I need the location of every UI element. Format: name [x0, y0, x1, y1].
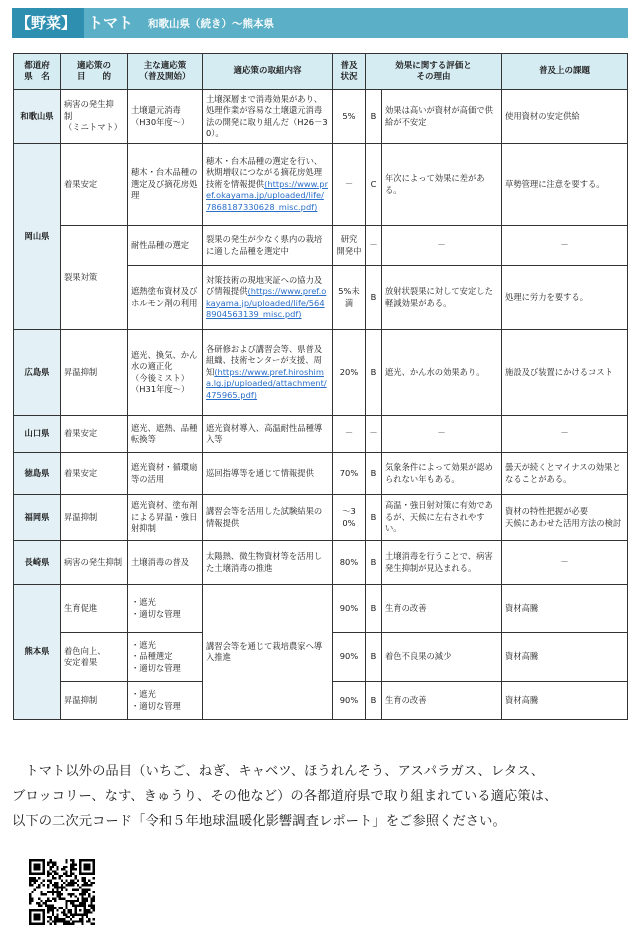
measure-cell: 遮光、換気、かん水の適正化 （今後ミスト） （H31年度～） [128, 330, 203, 416]
grade-cell: B [366, 453, 382, 495]
reason-cell: － [382, 226, 502, 266]
issue-cell: 資材高騰 [502, 682, 628, 720]
section-header [0, 8, 640, 38]
table-row [14, 585, 628, 633]
reference-link[interactable]: (https://www.pref.okayama.jp/uploaded/life/7868187330628_misc.pdf) [206, 178, 328, 212]
effort-cell: 太陽熱、微生物資材等を活用した土壌消毒の推進 [203, 541, 333, 585]
grade-cell: B [366, 90, 382, 144]
table-row [14, 541, 628, 585]
spread-cell: 研究 開発中 [333, 226, 366, 266]
effort-cell: 講習会等を通じて栽培農家へ導入推進 [203, 585, 333, 720]
col-effort: 適応策の取組内容 [203, 54, 333, 90]
pref-cell: 長崎県 [14, 541, 61, 585]
grade-cell: B [366, 585, 382, 633]
issue-cell: 曇天が続くとマイナスの効果となることがある。 [502, 453, 628, 495]
reason-cell: 放射状裂果に対して安定した軽減効果がある。 [382, 266, 502, 330]
pref-cell: 徳島県 [14, 453, 61, 495]
paragraph-line: 以下の二次元コード「令和５年地球温暖化影響調査レポート」をご参照ください。 [12, 814, 506, 829]
issue-cell: － [502, 541, 628, 585]
effort-cell: 巡回指導等を通じて情報提供 [203, 453, 333, 495]
issue-cell: 資材高騰 [502, 633, 628, 682]
grade-cell: － [366, 226, 382, 266]
reason-cell: 着色不良果の減少 [382, 633, 502, 682]
grade-cell: B [366, 330, 382, 416]
header-crop: トマト [88, 14, 134, 32]
measure-cell: 遮熱塗布資材及びホルモン剤の利用 [128, 266, 203, 330]
effort-text: 穂木・台木品種の選定を行い、秋期増収につながる摘花房処理技術を情報提供 [206, 155, 323, 189]
paragraph-line: ブロッコリー、なす、きゅうり、その他など）の各都道府県で取り組まれている適応策は、 [12, 789, 558, 804]
effort-text: 各研修および講習会等、県普及組織、技術センターが支援、周知 [206, 343, 323, 377]
issue-cell: 資材の特性把握が必要 天候にあわせた活用方法の検討 [502, 495, 628, 541]
purpose-cell: 病害の発生抑制 [61, 541, 128, 585]
reason-cell: 効果は高いが資材が高価で供給が不安定 [382, 90, 502, 144]
grade-cell: B [366, 682, 382, 720]
col-measure: 主な適応策 （普及開始） [128, 54, 203, 90]
spread-cell: － [333, 416, 366, 453]
reference-paragraph [12, 759, 632, 834]
effort-cell [203, 330, 333, 416]
issue-cell: 使用資材の安定供給 [502, 90, 628, 144]
grade-cell: B [366, 495, 382, 541]
measure-cell: 土壌消毒の普及 [128, 541, 203, 585]
reason-cell: 高温・強日射対策に有効であるが、天候に左右されやすい。 [382, 495, 502, 541]
issue-cell: 草勢管理に注意を要する。 [502, 144, 628, 226]
table-row [14, 226, 628, 266]
grade-cell: B [366, 633, 382, 682]
col-eval: 効果に関する評価と その理由 [366, 54, 502, 90]
reason-cell: 生育の改善 [382, 682, 502, 720]
adaptation-table [13, 53, 628, 720]
pref-cell: 熊本県 [14, 585, 61, 720]
qr-code-icon[interactable] [29, 859, 95, 925]
measure-cell: 土壌還元消毒 （H30年度～） [128, 90, 203, 144]
spread-cell: 90% [333, 682, 366, 720]
purpose-cell: 着果安定 [61, 416, 128, 453]
issue-cell: － [502, 416, 628, 453]
reason-cell: 生育の改善 [382, 585, 502, 633]
reason-cell: 気象条件によって効果が認められない年もある。 [382, 453, 502, 495]
issue-cell: 処理に労力を要する。 [502, 266, 628, 330]
effort-cell: 土壌深層まで消毒効果があり、処理作業が容易な土壌還元消毒法の開発に取り組んだ（H26－30）。 [203, 90, 333, 144]
purpose-cell: 着果安定 [61, 144, 128, 226]
effort-cell [203, 266, 333, 330]
spread-cell: ～30% [333, 495, 366, 541]
effort-cell [203, 144, 333, 226]
table-row [14, 495, 628, 541]
measure-cell: ・遮光 ・適切な管理 [128, 682, 203, 720]
pref-cell: 福岡県 [14, 495, 61, 541]
reason-cell: 土壌消毒を行うことで、病害発生抑制が見込まれる。 [382, 541, 502, 585]
issue-cell: 施設及び装置にかけるコスト [502, 330, 628, 416]
purpose-cell: 着色向上、 安定着果 [61, 633, 128, 682]
purpose-cell: 病害の発生抑 制 （ミニトマト） [61, 90, 128, 144]
paragraph-line: トマト以外の品目（いちご、ねぎ、キャベツ、ほうれんそう、アスパラガス、レタス、 [12, 764, 545, 779]
reference-link[interactable]: (https://www.pref.okayama.jp/uploaded/life/5648904563139_misc.pdf) [206, 286, 327, 319]
table-row [14, 330, 628, 416]
reason-cell: － [382, 416, 502, 453]
grade-cell: B [366, 541, 382, 585]
table-row [14, 453, 628, 495]
table-row [14, 144, 628, 226]
spread-cell: 90% [333, 633, 366, 682]
spread-cell: 5%未満 [333, 266, 366, 330]
measure-cell: 遮光、遮熱、品種転換等 [128, 416, 203, 453]
purpose-cell: 昇温抑制 [61, 330, 128, 416]
measure-cell: 穂木・台木品種の選定及び摘花房処理 [128, 144, 203, 226]
issue-cell: 資材高騰 [502, 585, 628, 633]
header-subtitle: 和歌山県（続き）～熊本県 [148, 18, 274, 30]
grade-cell: － [366, 416, 382, 453]
spread-cell: 90% [333, 585, 366, 633]
spread-cell: － [333, 144, 366, 226]
measure-cell: ・遮光 ・適切な管理 [128, 585, 203, 633]
col-issue: 普及上の課題 [502, 54, 628, 90]
spread-cell: 70% [333, 453, 366, 495]
pref-cell: 岡山県 [14, 144, 61, 330]
pref-cell: 和歌山県 [14, 90, 61, 144]
measure-cell: 耐性品種の選定 [128, 226, 203, 266]
effort-cell: 講習会等を活用した試験結果の情報提供 [203, 495, 333, 541]
spread-cell: 5% [333, 90, 366, 144]
measure-cell: 遮光資材・循環扇等の活用 [128, 453, 203, 495]
col-purpose: 適応策の 目 的 [61, 54, 128, 90]
reason-cell: 年次によって効果に差がある。 [382, 144, 502, 226]
measure-cell: ・遮光 ・品種選定 ・適切な管理 [128, 633, 203, 682]
col-spread: 普及 状況 [333, 54, 366, 90]
spread-cell: 20% [333, 330, 366, 416]
purpose-cell: 着果安定 [61, 453, 128, 495]
header-category: 【野菜】 [16, 14, 77, 32]
table-row [14, 416, 628, 453]
pref-cell: 広島県 [14, 330, 61, 416]
table-row [14, 90, 628, 144]
purpose-cell: 昇温抑制 [61, 682, 128, 720]
col-pref: 都道府 県 名 [14, 54, 61, 90]
effort-text: 対策技術の現地実証への協力及び情報提供 [206, 274, 323, 296]
grade-cell: B [366, 266, 382, 330]
reference-link[interactable]: (https://www.pref.hiroshima.lg.jp/uploaded/attachment/475965.pdf) [206, 366, 327, 400]
issue-cell: － [502, 226, 628, 266]
measure-cell: 遮光資材、塗布剤による昇温・強日射抑制 [128, 495, 203, 541]
grade-cell: C [366, 144, 382, 226]
purpose-cell: 裂果対策 [61, 226, 128, 330]
purpose-cell: 生育促進 [61, 585, 128, 633]
purpose-cell: 昇温抑制 [61, 495, 128, 541]
effort-cell: 遮光資材導入、高温耐性品種導入等 [203, 416, 333, 453]
reason-cell: 遮光、かん水の効果あり。 [382, 330, 502, 416]
pref-cell: 山口県 [14, 416, 61, 453]
effort-cell: 裂果の発生が少なく県内の栽培に適した品種を選定中 [203, 226, 333, 266]
spread-cell: 80% [333, 541, 366, 585]
